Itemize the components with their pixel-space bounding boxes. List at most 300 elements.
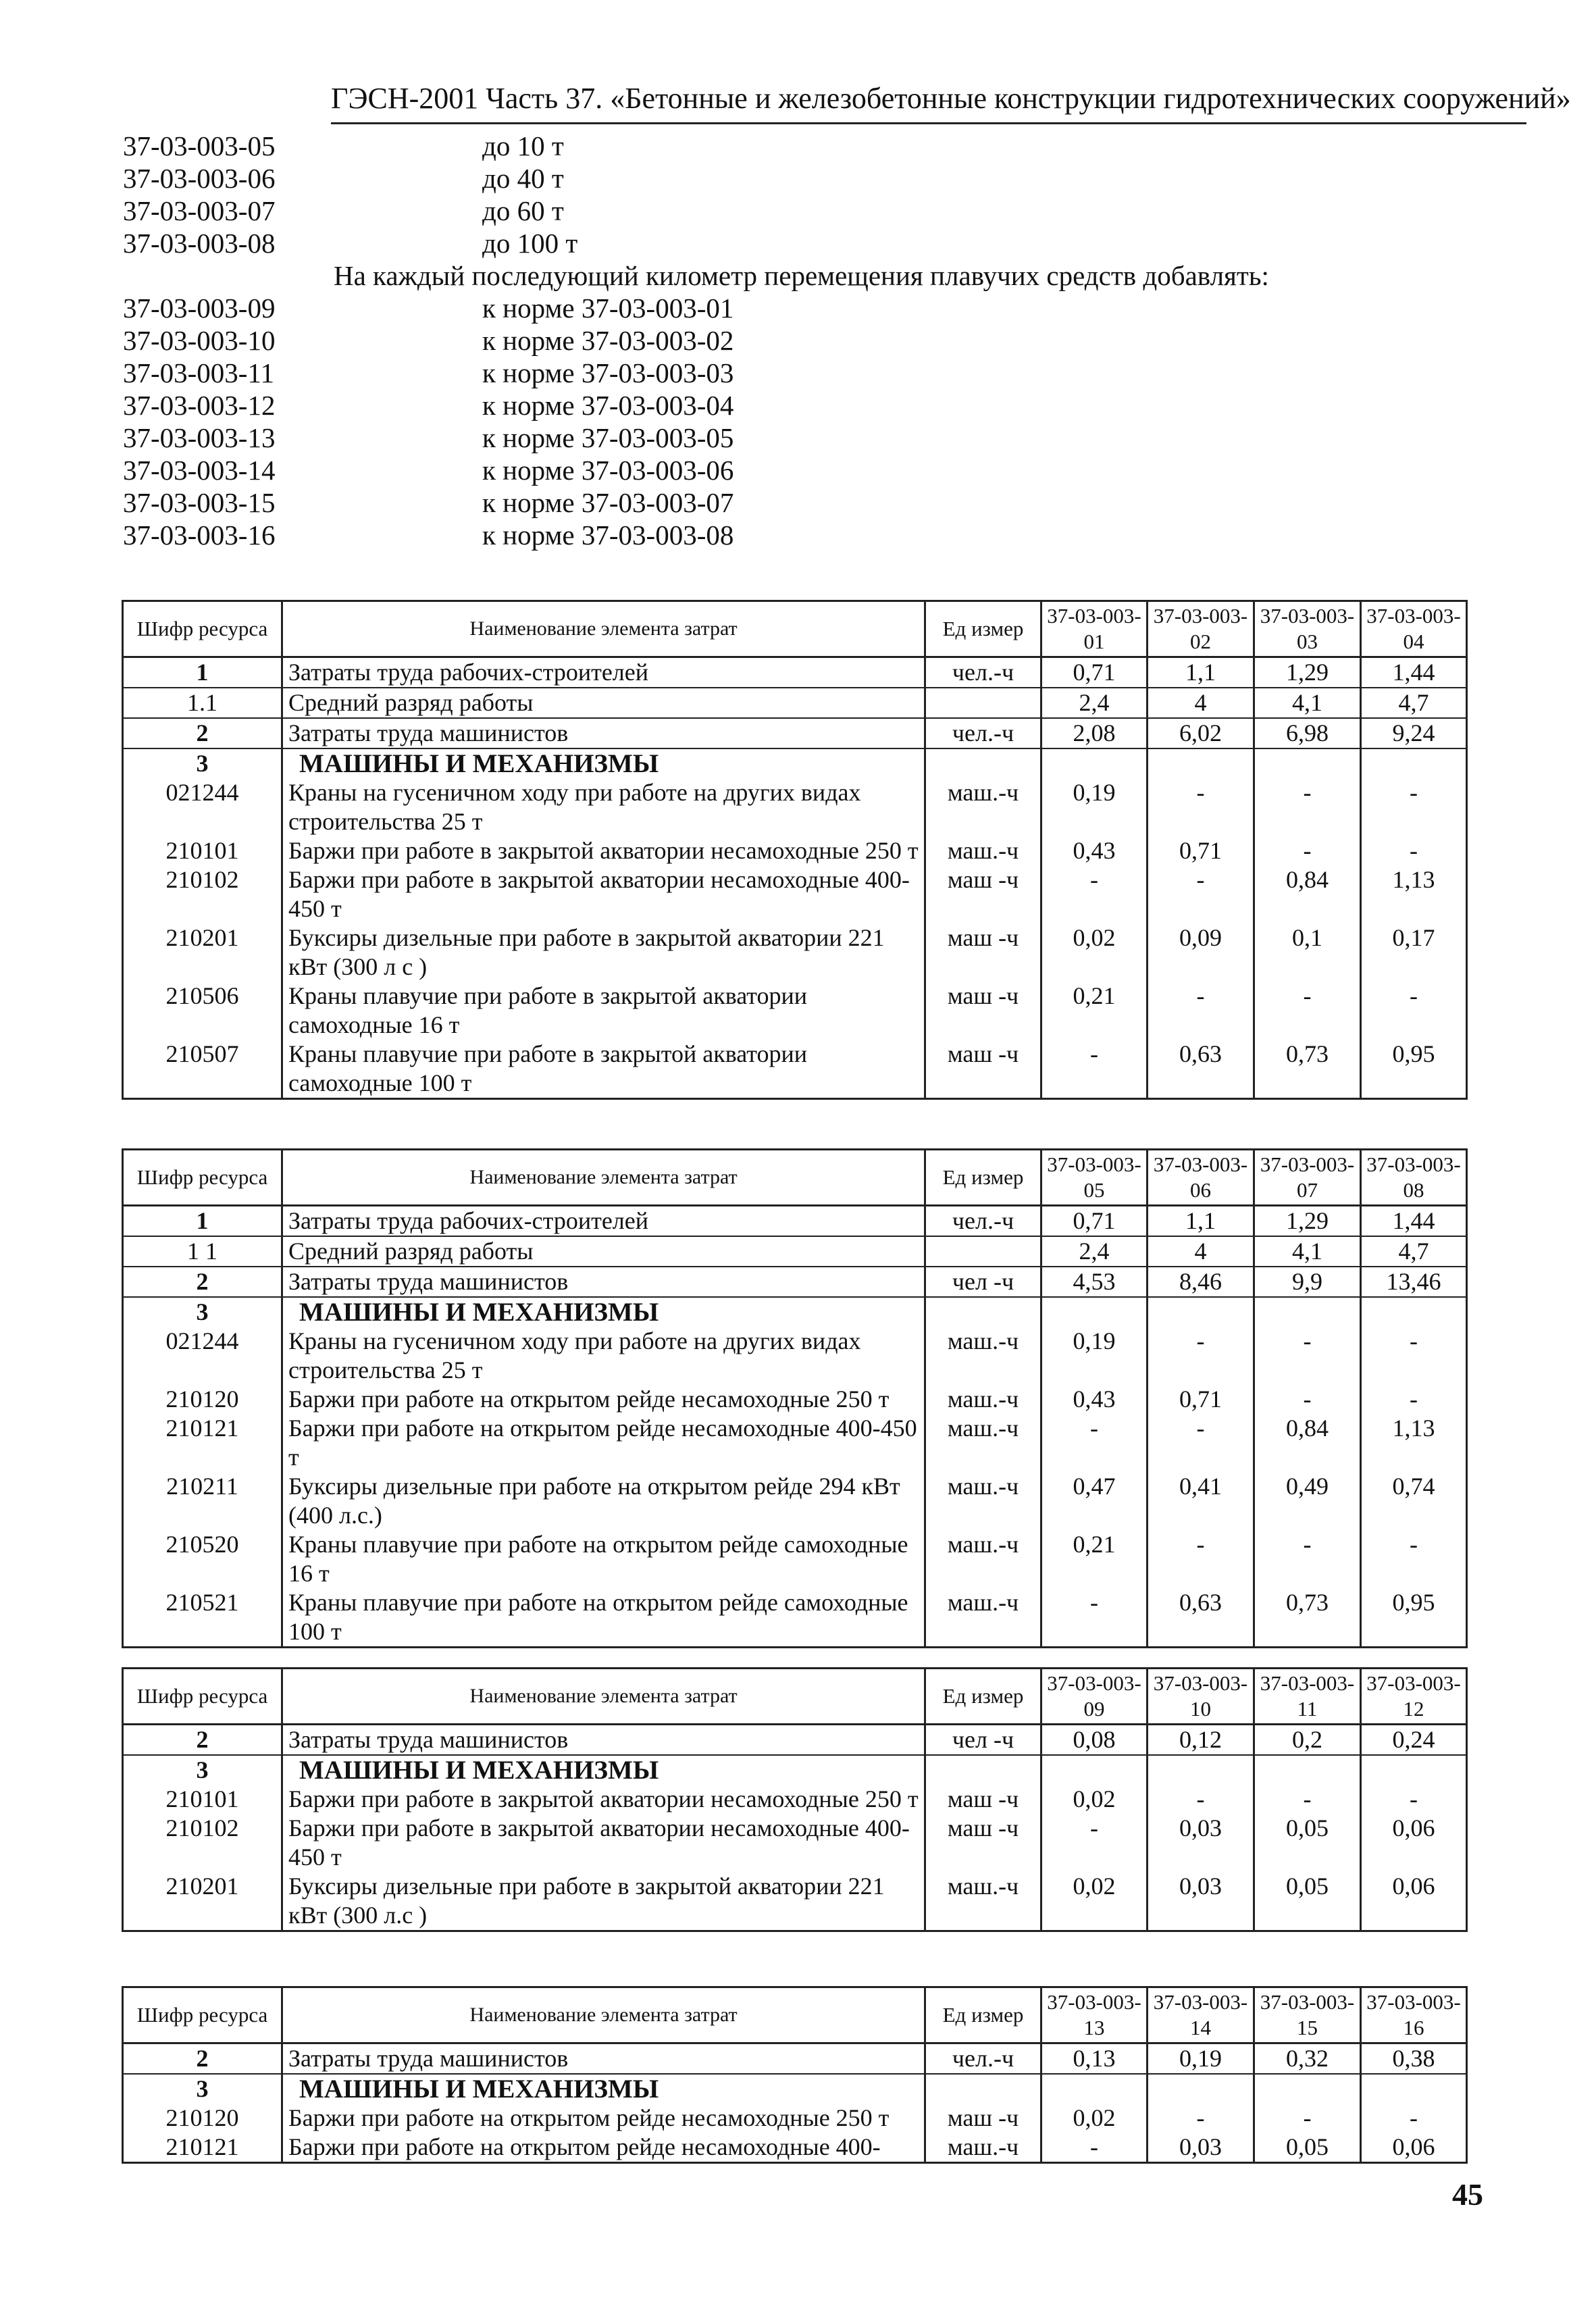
norm-value: 1,13 — [1361, 1414, 1467, 1472]
norm-value: 0,71 — [1148, 836, 1254, 865]
norm-code: 37-03-003-15 — [123, 487, 276, 518]
table-row — [123, 1385, 1467, 1414]
norm-value: 0,84 — [1254, 865, 1361, 923]
norm-value: - — [1254, 1530, 1361, 1588]
norm-value: 0,06 — [1361, 1814, 1467, 1872]
cost-element-name: Краны плавучие при работе в закрытой акватории самоходные 16 т — [282, 982, 925, 1040]
norm-value: 0,24 — [1361, 1725, 1467, 1756]
cost-element-name: Средний разряд работы — [282, 1236, 925, 1267]
norm-value: 1,1 — [1148, 657, 1254, 688]
norm-value: 0,43 — [1041, 836, 1148, 865]
cost-element-name: Буксиры дизельные при работе в закрытой акватории 221 кВт (300 л с ) — [282, 923, 925, 982]
norm-value: 1,29 — [1254, 1206, 1361, 1237]
page-header: ГЭСН-2001 Часть 37. «Бетонные и железобетонные конструкции гидротехнических сооружений» — [331, 81, 1526, 124]
norm-value: 0,02 — [1041, 2104, 1148, 2133]
unit-of-measure: маш -ч — [925, 982, 1041, 1040]
norm-value: 0,38 — [1361, 2043, 1467, 2075]
norm-value: 2,4 — [1041, 688, 1148, 718]
resource-code: 210102 — [123, 1814, 282, 1872]
norm-value: 0,43 — [1041, 1385, 1148, 1414]
norm-description: к норме 37-03-003-02 — [482, 325, 734, 356]
norm-value: - — [1041, 1414, 1148, 1472]
table-row — [123, 1872, 1467, 1931]
norm-value: 0,19 — [1041, 778, 1148, 836]
table-row — [123, 748, 1467, 778]
norm-value: - — [1148, 1785, 1254, 1814]
norm-value: 0,2 — [1254, 1725, 1361, 1756]
norm-value — [1041, 1755, 1148, 1785]
unit-of-measure: маш.-ч — [925, 1385, 1041, 1414]
cost-element-name: Баржи при работе на открытом рейде несамоходные 250 т — [282, 2104, 925, 2133]
column-header-norm: 37-03-003-07 — [1254, 1150, 1361, 1206]
norm-value: 2,4 — [1041, 1236, 1148, 1267]
unit-of-measure — [925, 2074, 1041, 2104]
norm-code: 37-03-003-08 — [123, 228, 276, 259]
norm-value: 4,53 — [1041, 1267, 1148, 1297]
norm-description: до 100 т — [482, 228, 578, 259]
norm-value: 0,21 — [1041, 982, 1148, 1040]
cost-element-name: Краны плавучие при работе на открытом рейде самоходные 16 т — [282, 1530, 925, 1588]
norm-description: к норме 37-03-003-01 — [482, 293, 734, 324]
column-header-norm: 37-03-003-03 — [1254, 601, 1361, 657]
norm-value: - — [1361, 1385, 1467, 1414]
resource-code: 210520 — [123, 1530, 282, 1588]
norm-table-2 — [122, 1148, 1468, 1648]
norm-value: 0,47 — [1041, 1472, 1148, 1530]
resource-code: 210507 — [123, 1040, 282, 1099]
unit-of-measure: чел.-ч — [925, 1206, 1041, 1237]
column-header-name: Наименование элемента затрат — [282, 1150, 925, 1206]
resource-code: 210101 — [123, 836, 282, 865]
norm-value: 6,98 — [1254, 718, 1361, 748]
norm-value: - — [1254, 836, 1361, 865]
cost-element-name: Баржи при работе на открытом рейде несамоходные 400- — [282, 2133, 925, 2163]
cost-element-name: Затраты труда рабочих-строителей — [282, 657, 925, 688]
norm-value: - — [1361, 1530, 1467, 1588]
norm-value: 0,03 — [1148, 1872, 1254, 1931]
column-header-name: Наименование элемента затрат — [282, 1987, 925, 2043]
norm-value: 0,06 — [1361, 1872, 1467, 1931]
norm-value: - — [1148, 865, 1254, 923]
unit-of-measure: чел.-ч — [925, 2043, 1041, 2075]
norm-value: 4,1 — [1254, 1236, 1361, 1267]
norm-code: 37-03-003-16 — [123, 519, 276, 551]
code-list-row — [123, 324, 1474, 357]
norm-value: - — [1361, 2104, 1467, 2133]
cost-element-name: МАШИНЫ И МЕХАНИЗМЫ — [282, 748, 925, 778]
table-row — [123, 1206, 1467, 1237]
resource-code: 210120 — [123, 2104, 282, 2133]
norm-table-1 — [122, 600, 1468, 1100]
cost-element-name: Затраты труда рабочих-строителей — [282, 1206, 925, 1237]
column-header-name: Наименование элемента затрат — [282, 1669, 925, 1725]
norm-value: 0,73 — [1254, 1040, 1361, 1099]
norm-value: 4 — [1148, 1236, 1254, 1267]
norm-description: до 60 т — [482, 195, 564, 226]
norm-value: - — [1148, 2104, 1254, 2133]
norm-value: 1,13 — [1361, 865, 1467, 923]
norm-value: - — [1361, 1327, 1467, 1385]
unit-of-measure: маш.-ч — [925, 836, 1041, 865]
norm-value: 0,03 — [1148, 1814, 1254, 1872]
norm-code: 37-03-003-07 — [123, 195, 276, 226]
resource-code: 3 — [123, 1297, 282, 1327]
norm-value — [1148, 748, 1254, 778]
norm-value — [1148, 1755, 1254, 1785]
norm-value: - — [1041, 1814, 1148, 1872]
norm-value: 1,44 — [1361, 657, 1467, 688]
column-header-norm: 37-03-003-10 — [1148, 1669, 1254, 1725]
norm-value: 0,71 — [1148, 1385, 1254, 1414]
norm-description: к норме 37-03-003-08 — [482, 519, 734, 551]
norm-value: 4,7 — [1361, 688, 1467, 718]
cost-element-name: Баржи при работе в закрытой акватории несамоходные 400-450 т — [282, 865, 925, 923]
resource-code: 210121 — [123, 1414, 282, 1472]
norm-value: 0,05 — [1254, 1872, 1361, 1931]
unit-of-measure: маш.-ч — [925, 2133, 1041, 2163]
norm-value: 0,19 — [1148, 2043, 1254, 2075]
norm-value: - — [1148, 1414, 1254, 1472]
norm-value: 0,05 — [1254, 1814, 1361, 1872]
cost-element-name: Баржи при работе в закрытой акватории несамоходные 250 т — [282, 1785, 925, 1814]
cost-element-name: Краны на гусеничном ходу при работе на других видах строительства 25 т — [282, 1327, 925, 1385]
table-row — [123, 657, 1467, 688]
norm-code-list — [123, 130, 1474, 551]
resource-code: 021244 — [123, 778, 282, 836]
norm-value: - — [1361, 1785, 1467, 1814]
norm-value — [1254, 2074, 1361, 2104]
column-header-norm: 37-03-003-14 — [1148, 1987, 1254, 2043]
norm-value: 0,71 — [1041, 1206, 1148, 1237]
unit-of-measure: маш.-ч — [925, 1414, 1041, 1472]
norm-value: 0,95 — [1361, 1588, 1467, 1648]
norm-value — [1041, 1297, 1148, 1327]
table-row — [123, 982, 1467, 1040]
norm-value: 0,1 — [1254, 923, 1361, 982]
cost-element-name: Средний разряд работы — [282, 688, 925, 718]
norm-value: 0,03 — [1148, 2133, 1254, 2163]
table-row — [123, 836, 1467, 865]
cost-element-name: Затраты труда машинистов — [282, 1267, 925, 1297]
cost-element-name: Затраты труда машинистов — [282, 2043, 925, 2075]
norm-value: 0,73 — [1254, 1588, 1361, 1648]
column-header-norm: 37-03-003-05 — [1041, 1150, 1148, 1206]
norm-value: 9,9 — [1254, 1267, 1361, 1297]
resource-code: 2 — [123, 1725, 282, 1756]
table-header-row — [123, 1987, 1467, 2043]
column-header-norm: 37-03-003-11 — [1254, 1669, 1361, 1725]
unit-of-measure: маш.-ч — [925, 1472, 1041, 1530]
table-row — [123, 1472, 1467, 1530]
column-header-norm: 37-03-003-06 — [1148, 1150, 1254, 1206]
table-header-row — [123, 601, 1467, 657]
cost-element-name: МАШИНЫ И МЕХАНИЗМЫ — [282, 2074, 925, 2104]
unit-of-measure: маш -ч — [925, 865, 1041, 923]
table-row — [123, 865, 1467, 923]
column-header-norm: 37-03-003-13 — [1041, 1987, 1148, 2043]
resource-code: 1.1 — [123, 688, 282, 718]
norm-value — [1361, 1755, 1467, 1785]
table-row — [123, 923, 1467, 982]
page-number: 45 — [1452, 2177, 1483, 2212]
norm-value — [1361, 748, 1467, 778]
column-header-name: Наименование элемента затрат — [282, 601, 925, 657]
norm-table-4 — [122, 1986, 1468, 2164]
table-row — [123, 1530, 1467, 1588]
norm-value: 0,02 — [1041, 1785, 1148, 1814]
table-row — [123, 1785, 1467, 1814]
norm-value: 0,41 — [1148, 1472, 1254, 1530]
norm-code: 37-03-003-12 — [123, 390, 276, 421]
cost-element-name: Баржи при работе на открытом рейде несамоходные 400-450 т — [282, 1414, 925, 1472]
resource-code: 3 — [123, 748, 282, 778]
unit-of-measure: маш.-ч — [925, 1327, 1041, 1385]
code-list-row — [123, 292, 1474, 324]
column-header-norm: 37-03-003-16 — [1361, 1987, 1467, 2043]
table-row — [123, 2104, 1467, 2133]
norm-value: - — [1361, 836, 1467, 865]
resource-code: 1 1 — [123, 1236, 282, 1267]
norm-value: 0,13 — [1041, 2043, 1148, 2075]
unit-of-measure — [925, 748, 1041, 778]
norm-value: 4,7 — [1361, 1236, 1467, 1267]
norm-value: 0,32 — [1254, 2043, 1361, 2075]
table-row — [123, 2133, 1467, 2163]
unit-of-measure: маш.-ч — [925, 1588, 1041, 1648]
column-header-code: Шифр ресурса — [123, 1987, 282, 2043]
norm-code: 37-03-003-06 — [123, 163, 276, 194]
column-header-code: Шифр ресурса — [123, 1669, 282, 1725]
cost-element-name: Буксиры дизельные при работе на открытом рейде 294 кВт (400 л.с.) — [282, 1472, 925, 1530]
unit-of-measure — [925, 1236, 1041, 1267]
code-list-row — [123, 357, 1474, 389]
norm-value: - — [1041, 1588, 1148, 1648]
norm-value — [1254, 1755, 1361, 1785]
norm-code: 37-03-003-14 — [123, 455, 276, 486]
norm-value: - — [1148, 1327, 1254, 1385]
norm-value: 8,46 — [1148, 1267, 1254, 1297]
norm-value: - — [1148, 778, 1254, 836]
norm-description: до 10 т — [482, 130, 564, 161]
column-header-norm: 37-03-003-15 — [1254, 1987, 1361, 2043]
norm-value: - — [1148, 1530, 1254, 1588]
norm-code: 37-03-003-09 — [123, 293, 276, 324]
norm-value — [1148, 1297, 1254, 1327]
resource-code: 210121 — [123, 2133, 282, 2163]
cost-element-name: Затраты труда машинистов — [282, 1725, 925, 1756]
resource-code: 210211 — [123, 1472, 282, 1530]
norm-value: 0,74 — [1361, 1472, 1467, 1530]
table-header-row — [123, 1150, 1467, 1206]
resource-code: 210201 — [123, 923, 282, 982]
norm-description: к норме 37-03-003-05 — [482, 422, 734, 453]
norm-description: до 40 т — [482, 163, 564, 194]
unit-of-measure: маш.-ч — [925, 1872, 1041, 1931]
unit-of-measure: чел -ч — [925, 1267, 1041, 1297]
unit-of-measure: чел.-ч — [925, 657, 1041, 688]
norm-description: к норме 37-03-003-07 — [482, 487, 734, 518]
cost-element-name: Баржи при работе в закрытой акватории несамоходные 250 т — [282, 836, 925, 865]
norm-value: 6,02 — [1148, 718, 1254, 748]
table-row — [123, 1814, 1467, 1872]
resource-code: 1 — [123, 1206, 282, 1237]
code-list-row — [123, 195, 1474, 227]
norm-value: 0,49 — [1254, 1472, 1361, 1530]
column-header-unit: Ед измер — [925, 1987, 1041, 2043]
resource-code: 021244 — [123, 1327, 282, 1385]
norm-code: 37-03-003-05 — [123, 130, 276, 161]
norm-code: 37-03-003-11 — [123, 357, 274, 388]
cost-element-name: Затраты труда машинистов — [282, 718, 925, 748]
norm-code: 37-03-003-10 — [123, 325, 276, 356]
table-row — [123, 2074, 1467, 2104]
norm-value: 0,06 — [1361, 2133, 1467, 2163]
unit-of-measure — [925, 1755, 1041, 1785]
unit-of-measure: маш -ч — [925, 2104, 1041, 2133]
norm-value — [1361, 2074, 1467, 2104]
unit-of-measure: чел.-ч — [925, 718, 1041, 748]
column-header-norm: 37-03-003-04 — [1361, 601, 1467, 657]
code-list-row — [123, 227, 1474, 259]
norm-value: 0,21 — [1041, 1530, 1148, 1588]
norm-value — [1041, 748, 1148, 778]
norm-value: 4 — [1148, 688, 1254, 718]
unit-of-measure — [925, 688, 1041, 718]
resource-code: 210521 — [123, 1588, 282, 1648]
table-row — [123, 1327, 1467, 1385]
column-header-norm: 37-03-003-01 — [1041, 601, 1148, 657]
norm-value: 0,84 — [1254, 1414, 1361, 1472]
table-row — [123, 1297, 1467, 1327]
cost-element-name: Краны плавучие при работе на открытом рейде самоходные 100 т — [282, 1588, 925, 1648]
norm-value: - — [1361, 982, 1467, 1040]
table-row — [123, 688, 1467, 718]
norm-value: 0,12 — [1148, 1725, 1254, 1756]
table-row — [123, 1725, 1467, 1756]
code-list-top — [123, 130, 1474, 259]
norm-value: 2,08 — [1041, 718, 1148, 748]
table-row — [123, 1267, 1467, 1297]
unit-of-measure: маш -ч — [925, 1785, 1041, 1814]
norm-value: - — [1254, 1785, 1361, 1814]
norm-value: 1,29 — [1254, 657, 1361, 688]
column-header-unit: Ед измер — [925, 1150, 1041, 1206]
norm-value: 0,08 — [1041, 1725, 1148, 1756]
cost-element-name: Буксиры дизельные при работе в закрытой акватории 221 кВт (300 л.с ) — [282, 1872, 925, 1931]
resource-code: 210201 — [123, 1872, 282, 1931]
norm-description: к норме 37-03-003-03 — [482, 357, 734, 388]
norm-value — [1361, 1297, 1467, 1327]
resource-code: 1 — [123, 657, 282, 688]
cost-element-name: МАШИНЫ И МЕХАНИЗМЫ — [282, 1755, 925, 1785]
norm-value: - — [1254, 1385, 1361, 1414]
resource-code: 2 — [123, 1267, 282, 1297]
code-list-row — [123, 389, 1474, 422]
norm-value: 0,63 — [1148, 1588, 1254, 1648]
norm-table-3 — [122, 1667, 1468, 1932]
resource-code: 2 — [123, 718, 282, 748]
resource-code: 2 — [123, 2043, 282, 2075]
norm-value: 4,1 — [1254, 688, 1361, 718]
table-row — [123, 1755, 1467, 1785]
norm-value: - — [1041, 1040, 1148, 1099]
norm-value: - — [1148, 982, 1254, 1040]
resource-code: 3 — [123, 1755, 282, 1785]
norm-value: 13,46 — [1361, 1267, 1467, 1297]
unit-of-measure: маш -ч — [925, 1814, 1041, 1872]
code-list-note: На каждый последующий километр перемещения плавучих средств добавлять: — [334, 260, 1269, 291]
cost-element-name: Краны на гусеничном ходу при работе на других видах строительства 25 т — [282, 778, 925, 836]
column-header-norm: 37-03-003-12 — [1361, 1669, 1467, 1725]
column-header-norm: 37-03-003-02 — [1148, 601, 1254, 657]
resource-code: 210101 — [123, 1785, 282, 1814]
cost-element-name: Баржи при работе в закрытой акватории несамоходные 400-450 т — [282, 1814, 925, 1872]
norm-value: - — [1254, 1327, 1361, 1385]
code-list-bottom — [123, 292, 1474, 551]
norm-value — [1254, 748, 1361, 778]
code-list-row — [123, 422, 1474, 454]
norm-value: 1,1 — [1148, 1206, 1254, 1237]
table-row — [123, 1236, 1467, 1267]
code-list-row — [123, 486, 1474, 519]
code-list-row — [123, 130, 1474, 162]
column-header-norm: 37-03-003-08 — [1361, 1150, 1467, 1206]
norm-value: - — [1041, 2133, 1148, 2163]
norm-value: - — [1361, 778, 1467, 836]
unit-of-measure: маш -ч — [925, 1040, 1041, 1099]
norm-value: 0,95 — [1361, 1040, 1467, 1099]
norm-value: 0,05 — [1254, 2133, 1361, 2163]
unit-of-measure: маш -ч — [925, 923, 1041, 982]
table-row — [123, 778, 1467, 836]
unit-of-measure: чел -ч — [925, 1725, 1041, 1756]
table-row — [123, 1040, 1467, 1099]
norm-value: 0,19 — [1041, 1327, 1148, 1385]
norm-value: - — [1254, 778, 1361, 836]
table-row — [123, 718, 1467, 748]
resource-code: 3 — [123, 2074, 282, 2104]
norm-value: 0,63 — [1148, 1040, 1254, 1099]
cost-element-name: Баржи при работе на открытом рейде несамоходные 250 т — [282, 1385, 925, 1414]
norm-description: к норме 37-03-003-04 — [482, 390, 734, 421]
cost-element-name: Краны плавучие при работе в закрытой акватории самоходные 100 т — [282, 1040, 925, 1099]
norm-value: 0,02 — [1041, 1872, 1148, 1931]
resource-code: 210102 — [123, 865, 282, 923]
table-row — [123, 1588, 1467, 1648]
unit-of-measure: маш.-ч — [925, 778, 1041, 836]
norm-value: - — [1254, 2104, 1361, 2133]
norm-value — [1254, 1297, 1361, 1327]
norm-value — [1041, 2074, 1148, 2104]
table-header-row — [123, 1669, 1467, 1725]
unit-of-measure: маш.-ч — [925, 1530, 1041, 1588]
norm-value: 0,71 — [1041, 657, 1148, 688]
column-header-code: Шифр ресурса — [123, 1150, 282, 1206]
column-header-norm: 37-03-003-09 — [1041, 1669, 1148, 1725]
norm-value: 9,24 — [1361, 718, 1467, 748]
cost-element-name: МАШИНЫ И МЕХАНИЗМЫ — [282, 1297, 925, 1327]
column-header-unit: Ед измер — [925, 1669, 1041, 1725]
code-list-row — [123, 454, 1474, 486]
norm-value: 1,44 — [1361, 1206, 1467, 1237]
norm-value: 0,02 — [1041, 923, 1148, 982]
unit-of-measure — [925, 1297, 1041, 1327]
norm-value: - — [1254, 982, 1361, 1040]
column-header-unit: Ед измер — [925, 601, 1041, 657]
norm-value — [1148, 2074, 1254, 2104]
norm-value: - — [1041, 865, 1148, 923]
code-list-row — [123, 162, 1474, 195]
